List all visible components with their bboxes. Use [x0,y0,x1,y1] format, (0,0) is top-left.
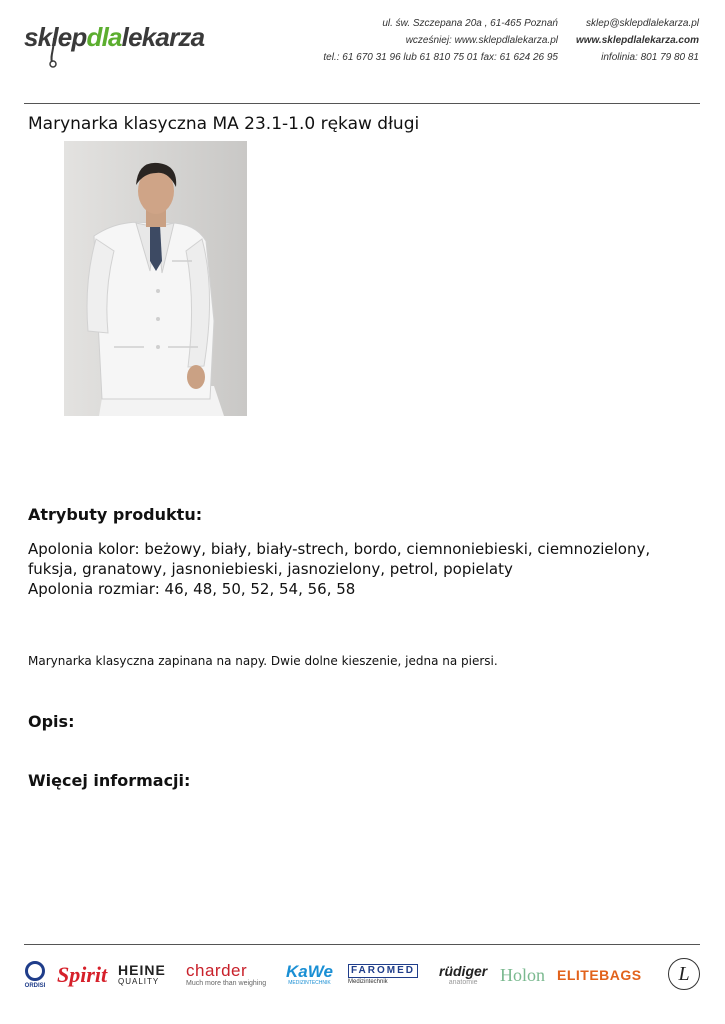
heine-tagline: QUALITY [118,977,160,986]
description-heading: Opis: [28,712,75,731]
brand-spirit-logo: Spirit [57,962,108,987]
product-photo [64,141,247,416]
old-website-line: wcześniej: www.sklepdlalekarza.pl [405,35,558,46]
rudiger-wordmark: rüdiger [439,962,488,979]
brand-charder-logo [186,958,266,992]
attribute-size: Apolonia rozmiar: 46, 48, 50, 52, 54, 56, 58 [28,580,356,598]
more-info-heading: Więcej informacji: [28,771,191,790]
product-photo-illustration [64,141,247,416]
header-contact-online [576,15,699,66]
brand-holon-logo: Holon [500,964,545,985]
website-link[interactable]: www.sklepdlalekarza.com [575,35,699,46]
faromed-wordmark: FAROMED [348,964,418,978]
attribute-color: Apolonia kolor: beżowy, biały, biały-strech, bordo, ciemnoniebieski, ciemnozielony, fuksja, granatowy, jasnoniebieski, jasnozielony, petrol, popielaty [28,540,651,578]
attributes-heading: Atrybuty produktu: [28,505,203,524]
kawe-wordmark: KaWe [286,962,333,981]
short-description: Marynarka klasyczna zapinana na napy. Dwie dolne kieszenie, jedna na piersi. [28,654,498,668]
address-line: ul. św. Szczepana 20a , 61-465 Poznań [382,18,558,29]
header-contact-address [323,15,558,66]
brand-ordisi-logo [22,958,48,992]
charder-tagline: Much more than weighing [186,979,267,987]
logo-stethoscope-p: p [71,22,87,52]
brand-elitebags-logo: ELITEBAGS [557,967,642,983]
email-link[interactable]: sklep@sklepdlalekarza.pl [586,18,699,29]
ordisi-wordmark: ORDISI [24,983,46,989]
ordisi-ring-icon [25,961,45,981]
product-title: Marynarka klasyczna MA 23.1-1.0 rękaw długi [28,114,420,134]
heine-wordmark: HEINE [118,962,166,978]
phone-line: tel.: 61 670 31 96 lub 61 810 75 01 fax: 61 624 26 95 [323,52,558,63]
kawe-tagline: MEDIZINTECHNIK [288,980,331,986]
hotline-line: infolinia: 801 79 80 81 [601,52,699,63]
brand-kawe-logo [286,958,333,992]
brand-heine-logo [118,958,166,992]
faromed-tagline: Medizintechnik [348,978,388,985]
logo-part-dla: dla [86,22,122,52]
logo-part-lekarza: lekarza [121,22,205,52]
footer-divider [24,944,700,945]
stethoscope-icon [48,38,62,68]
brand-rudiger-logo [439,958,487,992]
header-divider [24,103,700,104]
charder-wordmark: charder [186,960,248,980]
rudiger-tagline: anatomie [448,978,478,986]
logo-part-skle: skle [24,22,72,52]
brand-faromed-logo [348,958,418,992]
brand-littmann-logo: L [668,958,700,990]
attributes-list [28,539,698,599]
